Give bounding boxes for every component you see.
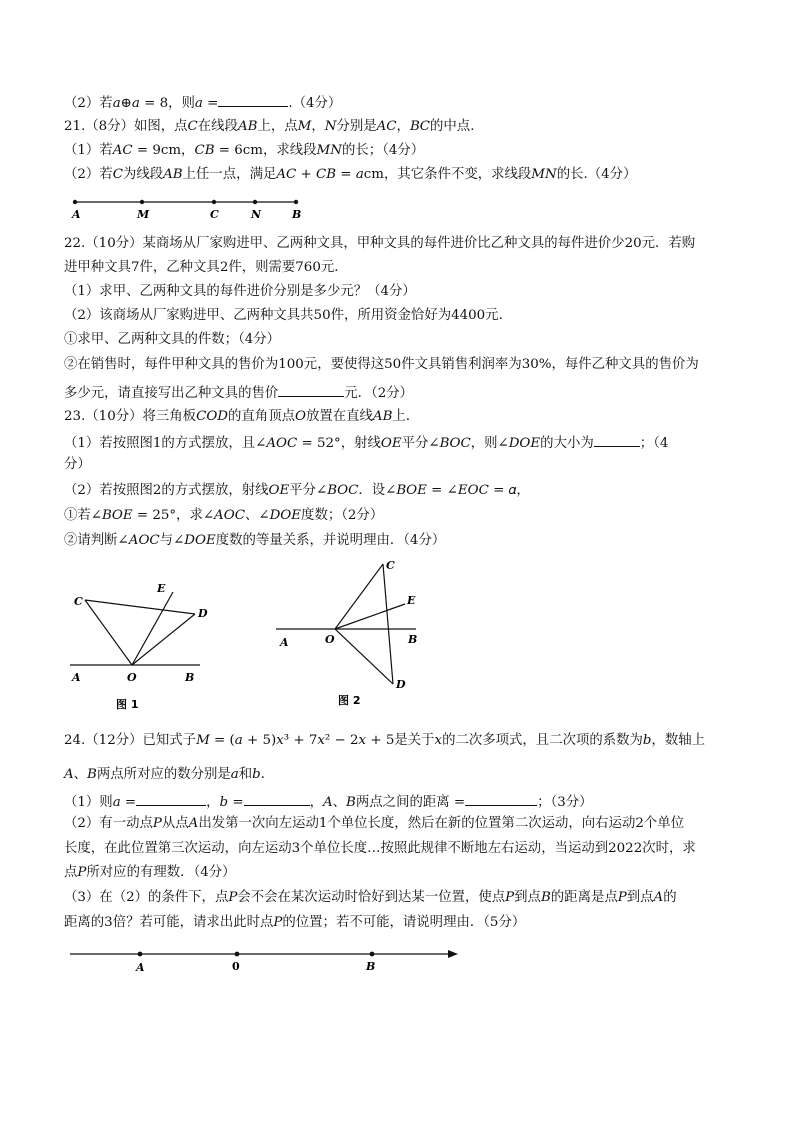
q24-part2-line3: 点𝑃所对应的有理数．（4分） bbox=[64, 865, 236, 880]
q24-part2-line2: 长度，在此位置第三次运动，向左运动3个单位长度…按照此规律不断地左右运动，当运动到2022次时，求 bbox=[64, 841, 696, 856]
q20-part2: （2）若𝑎⊕𝑎 = 8，则𝑎 = .（4分） bbox=[64, 92, 341, 113]
q21-title: 21.（8分）如图，点𝐶在线段𝐴𝐵上，点𝑀，𝑁分别是𝐴𝐶，𝐵𝐶的中点. bbox=[64, 119, 475, 134]
axis-arrow-icon bbox=[448, 950, 458, 958]
point-b bbox=[370, 952, 375, 957]
answer-blank-distance[interactable] bbox=[465, 791, 537, 806]
q24-title: 24.（12分）已知式子𝑀 = (𝑎 + 5)𝑥³ + 7𝑥² − 2𝑥 + 5是关于𝑥的二次多项式，且二次项的系数为𝑏，数轴上 bbox=[64, 733, 706, 748]
q22-line2: 进甲种文具7件，乙种文具2件，则需要760元． bbox=[64, 260, 348, 275]
point-m bbox=[140, 200, 144, 204]
ray-od bbox=[335, 629, 393, 684]
q23-part1-line2: 分） bbox=[64, 457, 91, 472]
point-b bbox=[294, 200, 298, 204]
point-a bbox=[73, 200, 77, 204]
label-a: A bbox=[136, 961, 145, 974]
ray-oc bbox=[85, 600, 132, 665]
label-e: E bbox=[157, 582, 166, 595]
q24-part1: （1）则𝑎 = ，𝑏 = ，𝐴、𝐵两点之间的距离 = ；（3分） bbox=[64, 791, 593, 812]
ray-oc bbox=[335, 564, 383, 629]
point-origin bbox=[235, 952, 240, 957]
label-o: O bbox=[325, 633, 335, 646]
answer-blank[interactable] bbox=[594, 432, 640, 447]
ray-oe bbox=[132, 592, 173, 665]
label-zero: 0 bbox=[232, 960, 240, 973]
q23-part2: （2）若按照图2的方式摆放，射线𝑂𝐸平分∠𝐵𝑂𝐶．设∠𝐵𝑂𝐸 = ∠𝐸𝑂𝐶 = 𝛼， bbox=[64, 483, 530, 498]
q21-segment-figure bbox=[64, 194, 314, 222]
label-a: A bbox=[280, 636, 289, 649]
label-b: B bbox=[408, 633, 418, 646]
label-d: D bbox=[396, 678, 406, 691]
q24-part2-line1: （2）有一动点𝑃从点𝐴出发第一次向左运动1个单位长度，然后在新的位置第二次运动，向右运动2个单位 bbox=[64, 816, 685, 831]
label-d: D bbox=[198, 607, 208, 620]
answer-blank-b[interactable] bbox=[244, 791, 310, 806]
q24-title-line2: 𝐴、𝐵两点所对应的数分别是𝑎和𝑏． bbox=[64, 767, 275, 782]
label-a: A bbox=[72, 208, 81, 221]
answer-blank[interactable] bbox=[278, 382, 344, 397]
q21-part1: （1）若𝐴𝐶 = 9cm，𝐶𝐵 = 6cm，求线段𝑀𝑁的长；（4分） bbox=[64, 143, 425, 158]
label-n: N bbox=[251, 208, 262, 221]
label-a: A bbox=[72, 671, 81, 684]
q22-part1: （1）求甲、乙两种文具的每件进价分别是多少元？（4分） bbox=[64, 284, 416, 299]
point-a bbox=[138, 952, 143, 957]
q22-part2: （2）该商场从厂家购进甲、乙两种文具共50件，所用资金恰好为4400元． bbox=[64, 308, 512, 323]
q23-figure-2 bbox=[270, 556, 430, 711]
answer-blank-a[interactable] bbox=[136, 791, 206, 806]
figure-2-caption: 图 2 bbox=[338, 694, 361, 707]
q22-sub2-line1: ②在销售时，每件甲种文具的售价为100元，要使得这50件文具销售利润率为30%，每件乙种文具的售价为 bbox=[64, 357, 699, 372]
figure-1-caption: 图 1 bbox=[116, 698, 139, 711]
label-c: C bbox=[386, 559, 395, 572]
point-c bbox=[212, 200, 216, 204]
label-b: B bbox=[185, 671, 195, 684]
q22-sub2-line2: 多少元，请直接写出乙种文具的售价 元．（2分） bbox=[64, 382, 413, 403]
q23-title: 23.（10分）将三角板𝐶𝑂𝐷的直角顶点𝑂放置在直线𝐴𝐵上． bbox=[64, 409, 420, 424]
q23-sub2: ②请判断∠𝐴𝑂𝐶与∠𝐷𝑂𝐸度数的等量关系，并说明理由．（4分） bbox=[64, 533, 446, 548]
q21-part2: （2）若𝐶为线段𝐴𝐵上任一点，满足𝐴𝐶 + 𝐶𝐵 = 𝑎cm，其它条件不变，求线段𝑀𝑁的长.（4分） bbox=[64, 167, 637, 182]
ray-oe bbox=[335, 604, 405, 629]
label-c: C bbox=[74, 595, 83, 608]
q23-figure-1 bbox=[60, 570, 220, 716]
q24-part3-line2: 距离的3倍？若可能，请求出此时点𝑃的位置；若不可能，请说明理由．（5分） bbox=[64, 915, 526, 930]
label-c: C bbox=[210, 208, 219, 221]
q23-sub1: ①若∠𝐵𝑂𝐸 = 25°，求∠𝐴𝑂𝐶、∠𝐷𝑂𝐸度数；（2分） bbox=[64, 508, 384, 523]
label-e: E bbox=[407, 594, 416, 607]
q24-part3-line1: （3）在（2）的条件下，点𝑃会不会在某次运动时恰好到达某一位置，使点𝑃到点𝐵的距离是点𝑃到点𝐴的 bbox=[64, 890, 677, 905]
answer-blank[interactable] bbox=[218, 92, 288, 107]
ray-od bbox=[132, 614, 195, 665]
q24-number-line bbox=[64, 944, 464, 976]
label-b: B bbox=[366, 960, 376, 973]
label-b: B bbox=[292, 208, 302, 221]
q23-part1-line1: （1）若按照图1的方式摆放，且∠𝐴𝑂𝐶 = 52°，射线𝑂𝐸平分∠𝐵𝑂𝐶，则∠𝐷𝑂𝐸的大小为 ；（4 bbox=[64, 432, 668, 453]
side-cd bbox=[383, 564, 393, 684]
label-m: M bbox=[137, 208, 150, 221]
point-n bbox=[253, 200, 257, 204]
label-o: O bbox=[127, 671, 137, 684]
q22-line1: 22.（10分）某商场从厂家购进甲、乙两种文具，甲种文具的每件进价比乙种文具的每件进价少20元．若购 bbox=[64, 236, 696, 251]
q22-sub1: ①求甲、乙两种文具的件数；（4分） bbox=[64, 332, 281, 347]
side-cd bbox=[85, 600, 195, 614]
